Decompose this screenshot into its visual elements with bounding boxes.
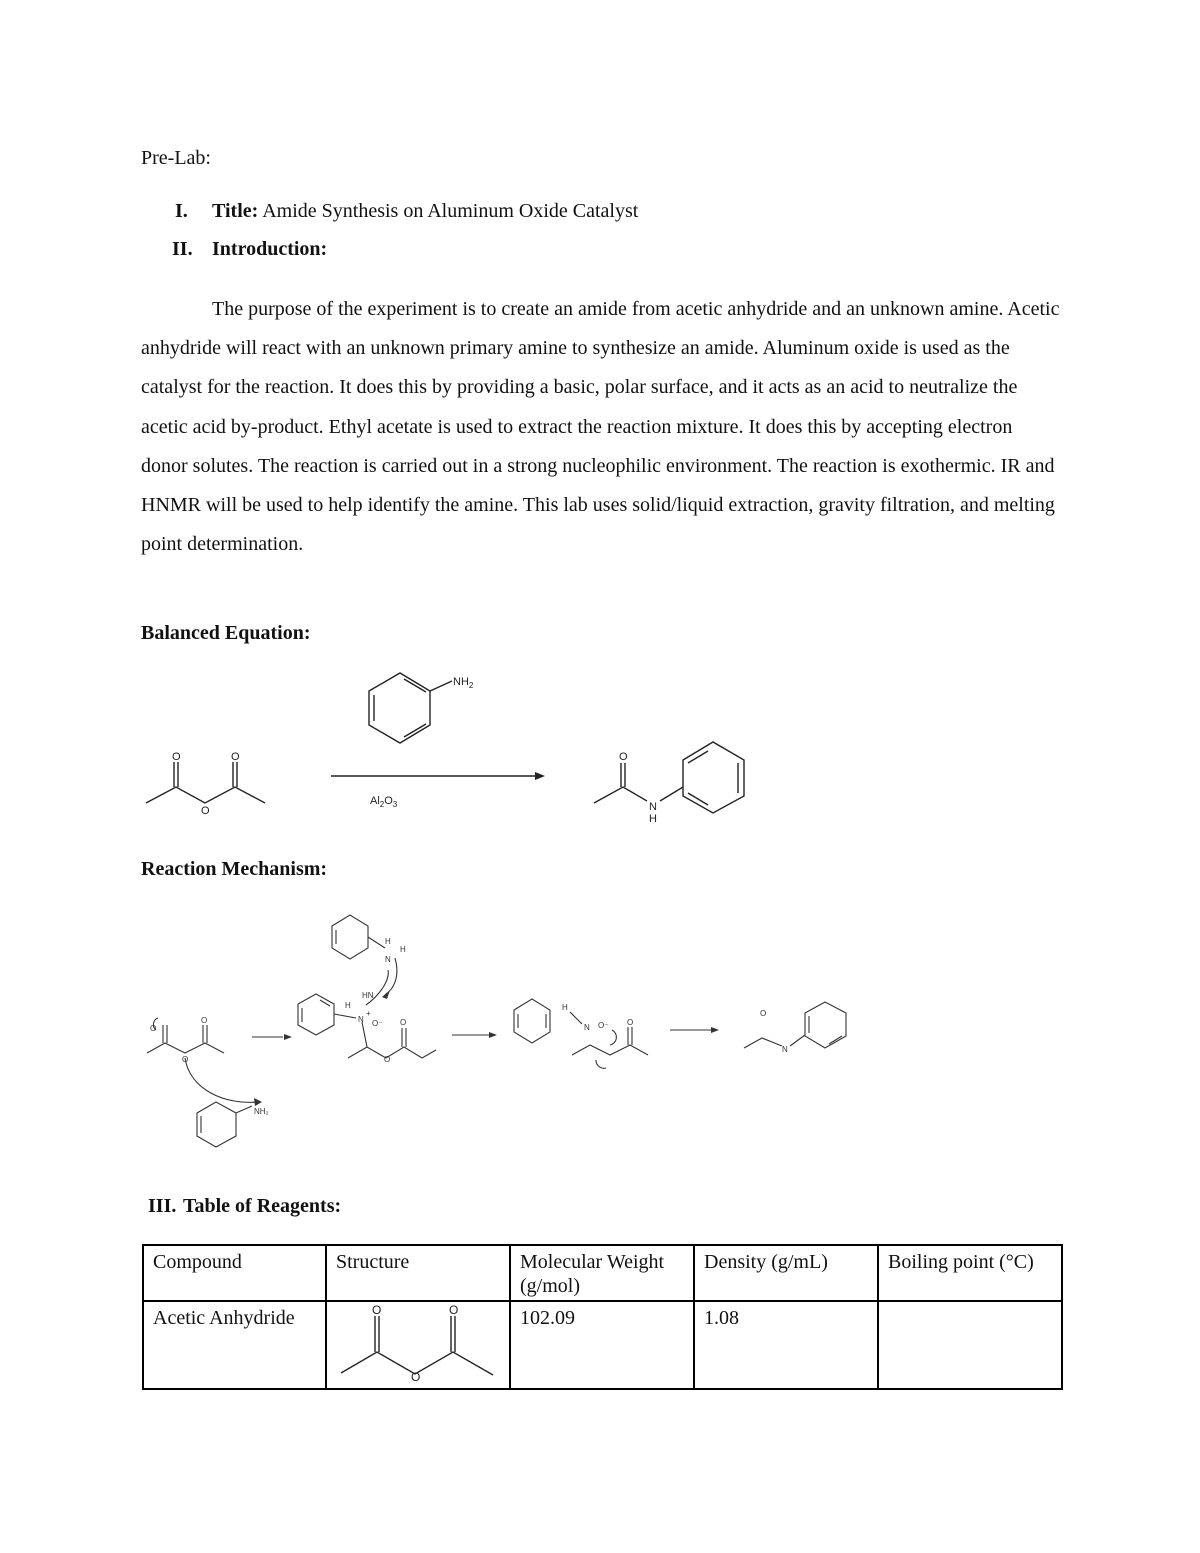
mech-h4: H bbox=[562, 1003, 568, 1012]
section-1-title bbox=[212, 199, 638, 223]
table-row bbox=[143, 1301, 1062, 1389]
catalyst-label: $Al_2O_3$ bbox=[370, 795, 398, 809]
header-structure: Structure bbox=[326, 1245, 510, 1301]
section-2-heading: Introduction: bbox=[212, 238, 328, 260]
mech-ominus1: O⁻ bbox=[372, 1019, 383, 1028]
header-density: Density (g/mL) bbox=[694, 1245, 878, 1301]
product-n: N bbox=[649, 801, 657, 813]
arrow-head bbox=[535, 772, 545, 780]
struct-o2: O bbox=[449, 1303, 459, 1317]
product-ring bbox=[683, 742, 744, 813]
product-o: O bbox=[619, 751, 628, 763]
section-1-text: Amide Synthesis on Aluminum Oxide Catalyst bbox=[262, 200, 639, 222]
cell-structure bbox=[326, 1301, 510, 1389]
reagents-table bbox=[142, 1244, 1063, 1390]
mech-h1: H bbox=[345, 1001, 351, 1010]
acetic-anhydride-structure bbox=[327, 1302, 509, 1382]
mech-n2: N bbox=[385, 955, 391, 964]
mech-hn: HN bbox=[362, 991, 374, 1000]
balanced-equation-heading: Balanced Equation: bbox=[141, 622, 311, 644]
mech-n1: N bbox=[358, 1015, 364, 1024]
mech-o6: O bbox=[627, 1018, 634, 1027]
mech-o4: O bbox=[400, 1018, 407, 1027]
header-compound: Compound bbox=[143, 1245, 326, 1301]
reaction-mechanism-heading: Reaction Mechanism: bbox=[141, 858, 328, 880]
anhydride-o1: O bbox=[172, 751, 181, 763]
mechanism-curved-arrow-1 bbox=[185, 1058, 258, 1102]
header-molecular-weight: Molecular Weight (g/mol) bbox=[510, 1245, 694, 1301]
cell-compound: Acetic Anhydride bbox=[143, 1301, 326, 1389]
prelab-label: Pre-Lab: bbox=[141, 147, 211, 169]
header-boiling-point: Boiling point (°C) bbox=[878, 1245, 1062, 1301]
anhydride-chain bbox=[146, 787, 265, 803]
cell-density: 1.08 bbox=[694, 1301, 878, 1389]
table-header-row bbox=[143, 1245, 1062, 1301]
mech-o2: O bbox=[201, 1016, 208, 1025]
section-2-numeral: II. bbox=[172, 238, 193, 260]
cell-molecular-weight: 102.09 bbox=[510, 1301, 694, 1389]
table-heading: Table of Reagents: bbox=[183, 1195, 342, 1217]
mech-n3: N bbox=[584, 1023, 590, 1032]
section-1-heading: Title: bbox=[212, 200, 259, 222]
mech-h3: H bbox=[400, 945, 406, 954]
section-1-numeral: I. bbox=[175, 200, 188, 222]
amine-label: $NH_2$ bbox=[453, 676, 474, 690]
anhydride-o3: O bbox=[201, 805, 210, 817]
mech-o7: O bbox=[760, 1009, 767, 1018]
mech-ominus2: O⁻ bbox=[598, 1021, 609, 1030]
mech-h2: H bbox=[385, 937, 391, 946]
introduction-paragraph: The purpose of the experiment is to create an amide from acetic anhydride and an unknown amine. Acetic anhydride will react with an unknown primary amine to synthesize an amide. Aluminum oxide is used as the catalyst for the reaction. It does this by providing a basic, polar surface, and it acts as an acid to neutralize the acetic acid by-product. Ethyl acetate is used to extract the reaction mixture. It does this by accepting electron donor solutes. The reaction is carried out in a strong nucleophilic environment. The reaction is exothermic. IR and HNMR will be used to help identify the amine. This lab uses solid/liquid extraction, gravity filtration, and melting point determination. bbox=[141, 298, 1060, 556]
balanced-equation-diagram bbox=[130, 660, 770, 835]
anhydride-o2: O bbox=[231, 751, 240, 763]
reaction-mechanism-diagram bbox=[130, 895, 860, 1165]
mech-o1: O bbox=[150, 1024, 157, 1033]
mech-plus1: + bbox=[366, 1009, 371, 1018]
mech-n4: N bbox=[782, 1045, 788, 1054]
product-h: H bbox=[649, 813, 657, 825]
table-heading-numeral: III. bbox=[148, 1195, 177, 1217]
aniline-ring bbox=[369, 673, 430, 743]
mech-nh2: NH₂ bbox=[254, 1107, 269, 1116]
cell-boiling-point bbox=[878, 1301, 1062, 1389]
struct-o3: O bbox=[411, 1370, 421, 1382]
mech-o5: O bbox=[384, 1055, 391, 1064]
mech-o3: O bbox=[182, 1055, 189, 1064]
struct-o1: O bbox=[372, 1303, 382, 1317]
